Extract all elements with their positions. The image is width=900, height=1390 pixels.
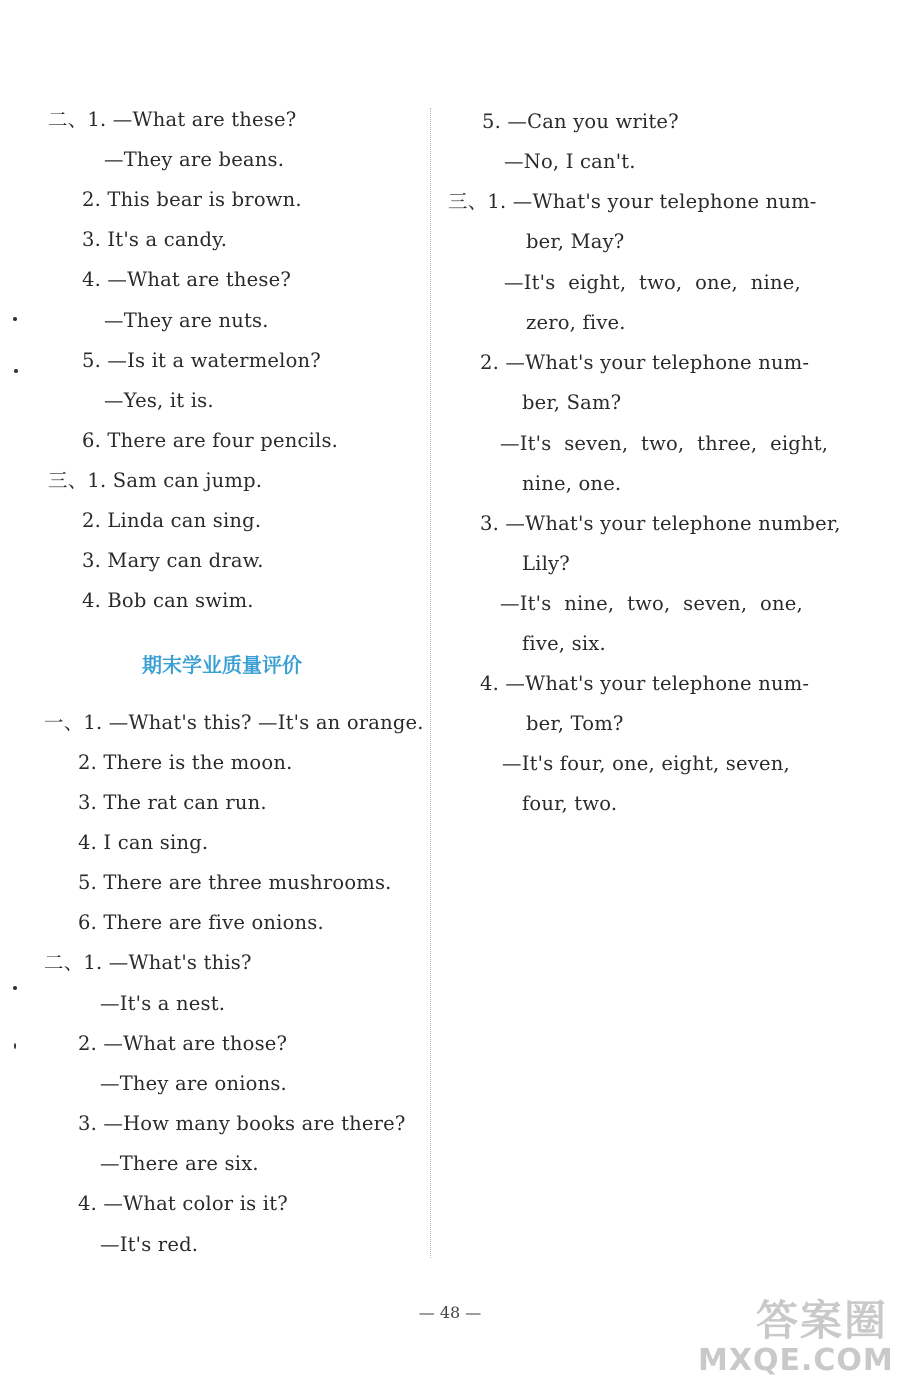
answer-line: 5. There are three mushrooms.: [78, 871, 392, 894]
answer-line: nine, one.: [522, 472, 622, 495]
answer-line: —No, I can't.: [504, 150, 636, 173]
watermark-top: 答案圈: [755, 1296, 888, 1345]
answer-line: —It's red.: [100, 1233, 199, 1256]
answer-line: ber, May?: [526, 230, 625, 253]
answer-line: 5. —Can you write?: [482, 110, 679, 133]
answer-line: 2. —What's your telephone num-: [480, 351, 810, 374]
scan-speck: [14, 369, 18, 373]
answer-line: 2. Linda can sing.: [82, 509, 262, 532]
answer-line: —Yes, it is.: [104, 389, 214, 412]
answer-line: —It's a nest.: [100, 992, 226, 1015]
answer-line: Lily?: [522, 552, 570, 575]
answer-line: 3. It's a candy.: [82, 228, 228, 251]
answer-line: —They are onions.: [100, 1072, 287, 1095]
answer-line: —It's four, one, eight, seven,: [502, 752, 790, 775]
answer-line: 3. Mary can draw.: [82, 549, 264, 572]
column-divider: [430, 108, 431, 1258]
answer-line: —There are six.: [100, 1152, 259, 1175]
answer-line: 3. —How many books are there?: [78, 1112, 406, 1135]
answer-line: 6. There are five onions.: [78, 911, 324, 934]
answer-line: 5. —Is it a watermelon?: [82, 349, 321, 372]
answer-line: 二、1. —What are these?: [48, 108, 297, 131]
answer-line: ber, Sam?: [522, 391, 622, 414]
answer-line: —They are beans.: [104, 148, 285, 171]
answer-line: 3. The rat can run.: [78, 791, 267, 814]
watermark-logo: [698, 1296, 894, 1382]
answer-line: —It's eight, two, one, nine,: [504, 271, 801, 294]
answer-line: 2. This bear is brown.: [82, 188, 302, 211]
answer-line: 三、1. Sam can jump.: [48, 469, 263, 492]
watermark-bottom: MXQE.COM: [698, 1343, 894, 1378]
answer-line: 3. —What's your telephone number,: [480, 512, 841, 535]
answer-line: 4. —What color is it?: [78, 1192, 288, 1215]
scan-speck: [13, 317, 17, 321]
scan-speck: [13, 986, 17, 990]
answer-line: 6. There are four pencils.: [82, 429, 339, 452]
answer-line: 2. There is the moon.: [78, 751, 293, 774]
answer-line: 一、1. —What's this? —It's an orange.: [44, 711, 424, 734]
answer-line: 4. —What are these?: [82, 268, 291, 291]
answer-line: 4. —What's your telephone num-: [480, 672, 810, 695]
answer-line: 4. I can sing.: [78, 831, 209, 854]
answer-line: zero, five.: [526, 311, 626, 334]
answer-line: 2. —What are those?: [78, 1032, 288, 1055]
section-title: 期末学业质量评价: [142, 653, 302, 677]
page-number: — 48 —: [418, 1303, 482, 1322]
answer-line: ber, Tom?: [526, 712, 624, 735]
answer-line: four, two.: [522, 792, 618, 815]
answer-line: 二、1. —What's this?: [44, 951, 252, 974]
answer-line: —They are nuts.: [104, 309, 269, 332]
answer-line: 4. Bob can swim.: [82, 589, 254, 612]
answer-line: 三、1. —What's your telephone num-: [448, 190, 817, 213]
answer-line: —It's nine, two, seven, one,: [500, 592, 803, 615]
answer-line: five, six.: [522, 632, 606, 655]
scan-speck: [14, 1043, 16, 1049]
answer-line: —It's seven, two, three, eight,: [500, 432, 829, 455]
